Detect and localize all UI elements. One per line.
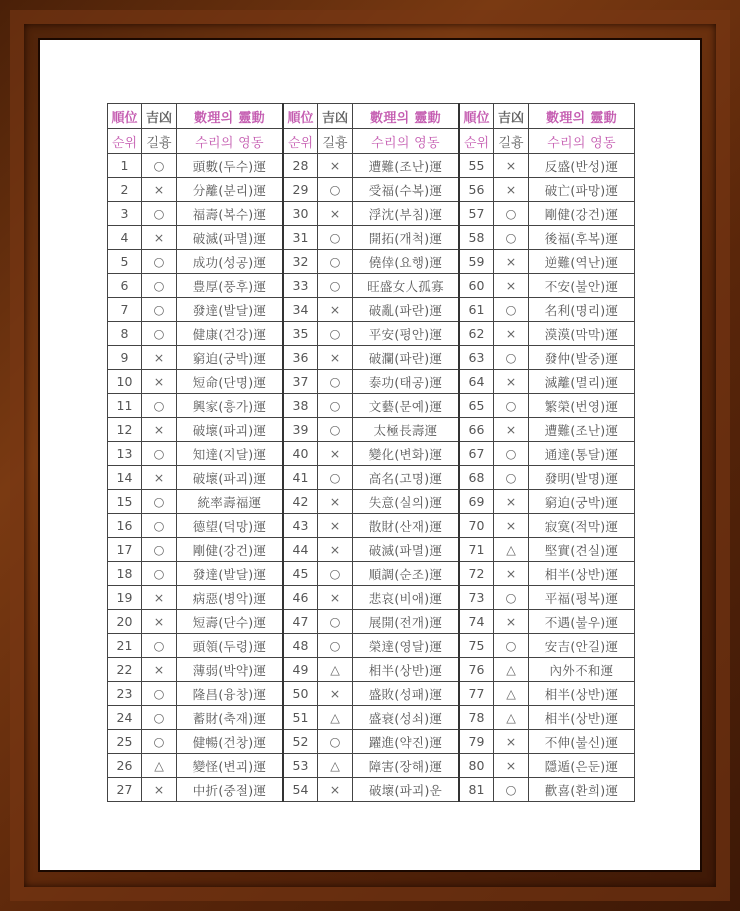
fortune-mark-cell: ○	[142, 634, 177, 658]
number-cell: 49	[283, 658, 318, 682]
meaning-cell: 寂寞(적막)運	[529, 514, 635, 538]
fortune-mark-cell: ×	[142, 586, 177, 610]
meaning-cell: 開拓(개척)運	[353, 226, 460, 250]
meaning-cell: 發仲(발중)運	[529, 346, 635, 370]
meaning-cell: 頭領(두령)運	[177, 634, 284, 658]
fortune-mark-cell: ○	[494, 394, 529, 418]
number-cell: 31	[283, 226, 318, 250]
fortune-mark-cell: ○	[318, 634, 353, 658]
fortune-mark-cell: △	[494, 538, 529, 562]
number-cell: 14	[108, 466, 142, 490]
fortune-mark-cell: ○	[142, 682, 177, 706]
table-row	[108, 202, 635, 226]
meaning-cell: 統率壽福運	[177, 490, 284, 514]
fortune-mark-cell: △	[318, 706, 353, 730]
table-row	[108, 514, 635, 538]
column-header: 순위	[283, 129, 318, 154]
fortune-mark-cell: △	[494, 682, 529, 706]
meaning-cell: 順調(순조)運	[353, 562, 460, 586]
frame-mat	[40, 40, 700, 870]
fortune-mark-cell: ○	[318, 610, 353, 634]
column-header: 順位	[108, 104, 142, 129]
column-header: 순위	[459, 129, 494, 154]
number-cell: 80	[459, 754, 494, 778]
meaning-cell: 豊厚(풍후)運	[177, 274, 284, 298]
fortune-mark-cell: ×	[318, 514, 353, 538]
number-cell: 1	[108, 154, 142, 178]
fortune-mark-cell: ○	[494, 442, 529, 466]
number-cell: 79	[459, 730, 494, 754]
meaning-cell: 太極長壽運	[353, 418, 460, 442]
number-cell: 5	[108, 250, 142, 274]
meaning-cell: 反盛(반성)運	[529, 154, 635, 178]
meaning-cell: 窮迫(궁박)運	[177, 346, 284, 370]
meaning-cell: 破滅(파멸)運	[177, 226, 284, 250]
fortune-mark-cell: ×	[318, 682, 353, 706]
number-cell: 60	[459, 274, 494, 298]
number-cell: 24	[108, 706, 142, 730]
fortune-mark-cell: ○	[142, 514, 177, 538]
number-cell: 68	[459, 466, 494, 490]
number-cell: 36	[283, 346, 318, 370]
fortune-mark-cell: △	[318, 754, 353, 778]
meaning-cell: 後福(후복)運	[529, 226, 635, 250]
number-cell: 73	[459, 586, 494, 610]
fortune-mark-cell: △	[318, 658, 353, 682]
meaning-cell: 頭數(두수)運	[177, 154, 284, 178]
meaning-cell: 名利(명리)運	[529, 298, 635, 322]
number-cell: 66	[459, 418, 494, 442]
fortune-mark-cell: ×	[494, 562, 529, 586]
number-cell: 46	[283, 586, 318, 610]
fortune-mark-cell: ○	[142, 730, 177, 754]
fortune-mark-cell: ○	[318, 730, 353, 754]
meaning-cell: 隆昌(융창)運	[177, 682, 284, 706]
table-row	[108, 538, 635, 562]
fortune-mark-cell: ○	[142, 538, 177, 562]
meaning-cell: 相半(상반)運	[529, 682, 635, 706]
meaning-cell: 破滅(파멸)運	[353, 538, 460, 562]
number-cell: 37	[283, 370, 318, 394]
meaning-cell: 分離(분리)運	[177, 178, 284, 202]
column-header: 吉凶	[142, 104, 177, 129]
meaning-cell: 高名(고명)運	[353, 466, 460, 490]
fortune-mark-cell: ○	[318, 466, 353, 490]
number-cell: 57	[459, 202, 494, 226]
table-row	[108, 730, 635, 754]
number-cell: 65	[459, 394, 494, 418]
number-cell: 48	[283, 634, 318, 658]
meaning-cell: 遭難(조난)運	[529, 418, 635, 442]
number-cell: 20	[108, 610, 142, 634]
fortune-mark-cell: ○	[318, 394, 353, 418]
column-header: 수리의 영동	[177, 129, 284, 154]
number-cell: 4	[108, 226, 142, 250]
table-row	[108, 754, 635, 778]
fortune-mark-cell: ○	[494, 778, 529, 802]
meaning-cell: 障害(장해)運	[353, 754, 460, 778]
table-row	[108, 442, 635, 466]
meaning-cell: 平福(평복)運	[529, 586, 635, 610]
meaning-cell: 安吉(안길)運	[529, 634, 635, 658]
fortune-mark-cell: ×	[142, 178, 177, 202]
table-row	[108, 226, 635, 250]
meaning-cell: 旺盛女人孤寡	[353, 274, 460, 298]
number-cell: 70	[459, 514, 494, 538]
number-cell: 6	[108, 274, 142, 298]
column-header: 數理의 靈動	[177, 104, 284, 129]
number-cell: 32	[283, 250, 318, 274]
meaning-cell: 變怪(변괴)運	[177, 754, 284, 778]
fortune-mark-cell: ×	[318, 298, 353, 322]
table-row	[108, 418, 635, 442]
meaning-cell: 蓄財(축재)運	[177, 706, 284, 730]
fortune-mark-cell: ×	[142, 418, 177, 442]
table-row	[108, 610, 635, 634]
meaning-cell: 病惡(병악)運	[177, 586, 284, 610]
fortune-mark-cell: △	[142, 754, 177, 778]
meaning-cell: 躍進(약진)運	[353, 730, 460, 754]
number-cell: 41	[283, 466, 318, 490]
number-cell: 62	[459, 322, 494, 346]
number-cell: 34	[283, 298, 318, 322]
meaning-cell: 遭難(조난)運	[353, 154, 460, 178]
fortune-mark-cell: ×	[318, 202, 353, 226]
table-row	[108, 346, 635, 370]
table-row	[108, 778, 635, 802]
meaning-cell: 平安(평안)運	[353, 322, 460, 346]
fortune-mark-cell: ×	[142, 778, 177, 802]
meaning-cell: 窮迫(궁박)運	[529, 490, 635, 514]
number-cell: 22	[108, 658, 142, 682]
meaning-cell: 健康(건강)運	[177, 322, 284, 346]
table-row	[108, 466, 635, 490]
meaning-cell: 剛健(강건)運	[177, 538, 284, 562]
fortune-mark-cell: ○	[142, 706, 177, 730]
meaning-cell: 成功(성공)運	[177, 250, 284, 274]
number-cell: 67	[459, 442, 494, 466]
meaning-cell: 漠漠(막막)運	[529, 322, 635, 346]
meaning-cell: 受福(수복)運	[353, 178, 460, 202]
fortune-mark-cell: ○	[142, 298, 177, 322]
meaning-cell: 中折(중절)運	[177, 778, 284, 802]
fortune-mark-cell: ×	[494, 322, 529, 346]
fortune-mark-cell: ×	[494, 610, 529, 634]
number-cell: 2	[108, 178, 142, 202]
number-cell: 15	[108, 490, 142, 514]
meaning-cell: 展開(전개)運	[353, 610, 460, 634]
fortune-mark-cell: ×	[494, 154, 529, 178]
number-cell: 76	[459, 658, 494, 682]
fortune-mark-cell: ×	[142, 610, 177, 634]
fortune-mark-cell: ×	[494, 514, 529, 538]
meaning-cell: 相半(상반)運	[529, 562, 635, 586]
number-cell: 44	[283, 538, 318, 562]
meaning-cell: 破亂(파란)運	[353, 298, 460, 322]
number-cell: 13	[108, 442, 142, 466]
meaning-cell: 僥倖(요행)運	[353, 250, 460, 274]
number-cell: 71	[459, 538, 494, 562]
fortune-mark-cell: ○	[318, 562, 353, 586]
fortune-mark-cell: ○	[142, 274, 177, 298]
fortune-mark-cell: ○	[142, 490, 177, 514]
meaning-cell: 繁榮(번영)運	[529, 394, 635, 418]
number-cell: 39	[283, 418, 318, 442]
number-cell: 11	[108, 394, 142, 418]
meaning-cell: 福壽(복수)運	[177, 202, 284, 226]
table-row	[108, 562, 635, 586]
column-header: 數理의 靈動	[529, 104, 635, 129]
fortune-mark-cell: ×	[318, 586, 353, 610]
fortune-mark-cell: ×	[494, 490, 529, 514]
number-cell: 72	[459, 562, 494, 586]
column-header: 수리의 영동	[529, 129, 635, 154]
fortune-mark-cell: ×	[318, 442, 353, 466]
fortune-mark-cell: ○	[318, 226, 353, 250]
number-cell: 17	[108, 538, 142, 562]
number-cell: 29	[283, 178, 318, 202]
meaning-cell: 發達(발달)運	[177, 298, 284, 322]
number-cell: 38	[283, 394, 318, 418]
fortune-mark-cell: ○	[142, 202, 177, 226]
number-cell: 59	[459, 250, 494, 274]
table-row	[108, 274, 635, 298]
header-row	[108, 129, 635, 154]
meaning-cell: 堅實(견실)運	[529, 538, 635, 562]
fortune-mark-cell: ×	[142, 346, 177, 370]
meaning-cell: 興家(흥가)運	[177, 394, 284, 418]
fortune-mark-cell: ○	[494, 586, 529, 610]
number-cell: 7	[108, 298, 142, 322]
fortune-mark-cell: ×	[318, 346, 353, 370]
fortune-mark-cell: ×	[142, 370, 177, 394]
number-cell: 27	[108, 778, 142, 802]
number-cell: 50	[283, 682, 318, 706]
meaning-cell: 不伸(불신)運	[529, 730, 635, 754]
number-cell: 58	[459, 226, 494, 250]
table-row	[108, 154, 635, 178]
number-cell: 25	[108, 730, 142, 754]
number-cell: 55	[459, 154, 494, 178]
table-row	[108, 394, 635, 418]
number-cell: 19	[108, 586, 142, 610]
fortune-mark-cell: ×	[494, 274, 529, 298]
number-cell: 75	[459, 634, 494, 658]
table-row	[108, 490, 635, 514]
table-row	[108, 586, 635, 610]
column-header: 順位	[283, 104, 318, 129]
column-header: 吉凶	[318, 104, 353, 129]
meaning-cell: 發明(발명)運	[529, 466, 635, 490]
number-cell: 64	[459, 370, 494, 394]
column-header: 순위	[108, 129, 142, 154]
fortune-mark-cell: △	[494, 706, 529, 730]
meaning-cell: 變化(변화)運	[353, 442, 460, 466]
meaning-cell: 歡喜(환희)運	[529, 778, 635, 802]
number-cell: 12	[108, 418, 142, 442]
fortune-mark-cell: ○	[494, 226, 529, 250]
number-cell: 26	[108, 754, 142, 778]
meaning-cell: 德望(덕망)運	[177, 514, 284, 538]
fortune-mark-cell: ○	[142, 250, 177, 274]
number-cell: 51	[283, 706, 318, 730]
meaning-cell: 剛健(강건)運	[529, 202, 635, 226]
fortune-mark-cell: ○	[318, 418, 353, 442]
number-cell: 16	[108, 514, 142, 538]
number-cell: 63	[459, 346, 494, 370]
fortune-mark-cell: ○	[494, 298, 529, 322]
fortune-mark-cell: ○	[494, 202, 529, 226]
table-row	[108, 370, 635, 394]
number-cell: 47	[283, 610, 318, 634]
fortune-mark-cell: ×	[494, 370, 529, 394]
number-cell: 77	[459, 682, 494, 706]
fortune-mark-cell: ×	[142, 658, 177, 682]
fortune-mark-cell: ×	[142, 466, 177, 490]
fortune-mark-cell: ×	[494, 250, 529, 274]
number-cell: 69	[459, 490, 494, 514]
meaning-cell: 隱遁(은둔)運	[529, 754, 635, 778]
meaning-cell: 盛敗(성패)運	[353, 682, 460, 706]
fortune-mark-cell: ×	[318, 538, 353, 562]
table-row	[108, 682, 635, 706]
number-cell: 52	[283, 730, 318, 754]
number-cell: 42	[283, 490, 318, 514]
number-cell: 9	[108, 346, 142, 370]
meaning-cell: 知達(지달)運	[177, 442, 284, 466]
meaning-cell: 泰功(태공)運	[353, 370, 460, 394]
meaning-cell: 內外不和運	[529, 658, 635, 682]
number-cell: 21	[108, 634, 142, 658]
fortune-mark-cell: ○	[142, 154, 177, 178]
table-row	[108, 250, 635, 274]
meaning-cell: 不安(불안)運	[529, 274, 635, 298]
meaning-cell: 相半(상반)運	[529, 706, 635, 730]
meaning-cell: 榮達(영달)運	[353, 634, 460, 658]
fortune-mark-cell: ×	[318, 154, 353, 178]
meaning-cell: 破壞(파괴)운	[353, 778, 460, 802]
meaning-cell: 破壞(파괴)運	[177, 418, 284, 442]
meaning-cell: 悲哀(비애)運	[353, 586, 460, 610]
table-row	[108, 298, 635, 322]
meaning-cell: 文藝(문예)運	[353, 394, 460, 418]
table-row	[108, 634, 635, 658]
fortune-mark-cell: ×	[494, 178, 529, 202]
number-cell: 3	[108, 202, 142, 226]
meaning-cell: 破瀾(파란)運	[353, 346, 460, 370]
number-cell: 18	[108, 562, 142, 586]
fortune-mark-cell: ×	[142, 226, 177, 250]
number-cell: 81	[459, 778, 494, 802]
column-header: 길흉	[142, 129, 177, 154]
fortune-mark-cell: ×	[318, 778, 353, 802]
header-row	[108, 104, 635, 129]
number-cell: 10	[108, 370, 142, 394]
table-row	[108, 706, 635, 730]
meaning-cell: 薄弱(박약)運	[177, 658, 284, 682]
column-header: 吉凶	[494, 104, 529, 129]
meaning-cell: 浮沈(부침)運	[353, 202, 460, 226]
fortune-mark-cell: ○	[142, 562, 177, 586]
column-header: 길흉	[318, 129, 353, 154]
number-cell: 23	[108, 682, 142, 706]
fortune-mark-cell: ×	[318, 490, 353, 514]
column-header: 수리의 영동	[353, 129, 460, 154]
number-cell: 54	[283, 778, 318, 802]
fortune-mark-cell: △	[494, 658, 529, 682]
fortune-mark-cell: ○	[318, 370, 353, 394]
meaning-cell: 通達(통달)運	[529, 442, 635, 466]
table-row	[108, 658, 635, 682]
meaning-cell: 破壞(파괴)運	[177, 466, 284, 490]
number-cell: 33	[283, 274, 318, 298]
fortune-mark-cell: ×	[494, 418, 529, 442]
column-header: 數理의 靈動	[353, 104, 460, 129]
meaning-cell: 盛衰(성쇠)運	[353, 706, 460, 730]
fortune-mark-cell: ○	[494, 466, 529, 490]
column-header: 길흉	[494, 129, 529, 154]
number-cell: 30	[283, 202, 318, 226]
number-cell: 43	[283, 514, 318, 538]
meaning-cell: 逆難(역난)運	[529, 250, 635, 274]
fortune-mark-cell: ○	[494, 346, 529, 370]
meaning-cell: 散財(산재)運	[353, 514, 460, 538]
meaning-cell: 相半(상반)運	[353, 658, 460, 682]
meaning-cell: 短命(단명)運	[177, 370, 284, 394]
numerology-table	[107, 103, 635, 802]
fortune-mark-cell: ○	[142, 442, 177, 466]
number-cell: 61	[459, 298, 494, 322]
fortune-mark-cell: ×	[494, 754, 529, 778]
fortune-mark-cell: ×	[494, 730, 529, 754]
fortune-mark-cell: ○	[318, 322, 353, 346]
table-row	[108, 178, 635, 202]
number-cell: 53	[283, 754, 318, 778]
column-header: 順位	[459, 104, 494, 129]
number-cell: 45	[283, 562, 318, 586]
number-cell: 74	[459, 610, 494, 634]
fortune-mark-cell: ○	[318, 178, 353, 202]
number-cell: 8	[108, 322, 142, 346]
fortune-mark-cell: ○	[142, 322, 177, 346]
number-cell: 56	[459, 178, 494, 202]
number-cell: 40	[283, 442, 318, 466]
number-cell: 35	[283, 322, 318, 346]
table-row	[108, 322, 635, 346]
meaning-cell: 失意(실의)運	[353, 490, 460, 514]
number-cell: 28	[283, 154, 318, 178]
meaning-cell: 健暢(건창)運	[177, 730, 284, 754]
number-cell: 78	[459, 706, 494, 730]
meaning-cell: 滅離(멸리)運	[529, 370, 635, 394]
fortune-mark-cell: ○	[318, 274, 353, 298]
meaning-cell: 發達(발달)運	[177, 562, 284, 586]
fortune-mark-cell: ○	[494, 634, 529, 658]
meaning-cell: 短壽(단수)運	[177, 610, 284, 634]
fortune-mark-cell: ○	[142, 394, 177, 418]
meaning-cell: 破亡(파망)運	[529, 178, 635, 202]
meaning-cell: 不遇(불우)運	[529, 610, 635, 634]
fortune-mark-cell: ○	[318, 250, 353, 274]
